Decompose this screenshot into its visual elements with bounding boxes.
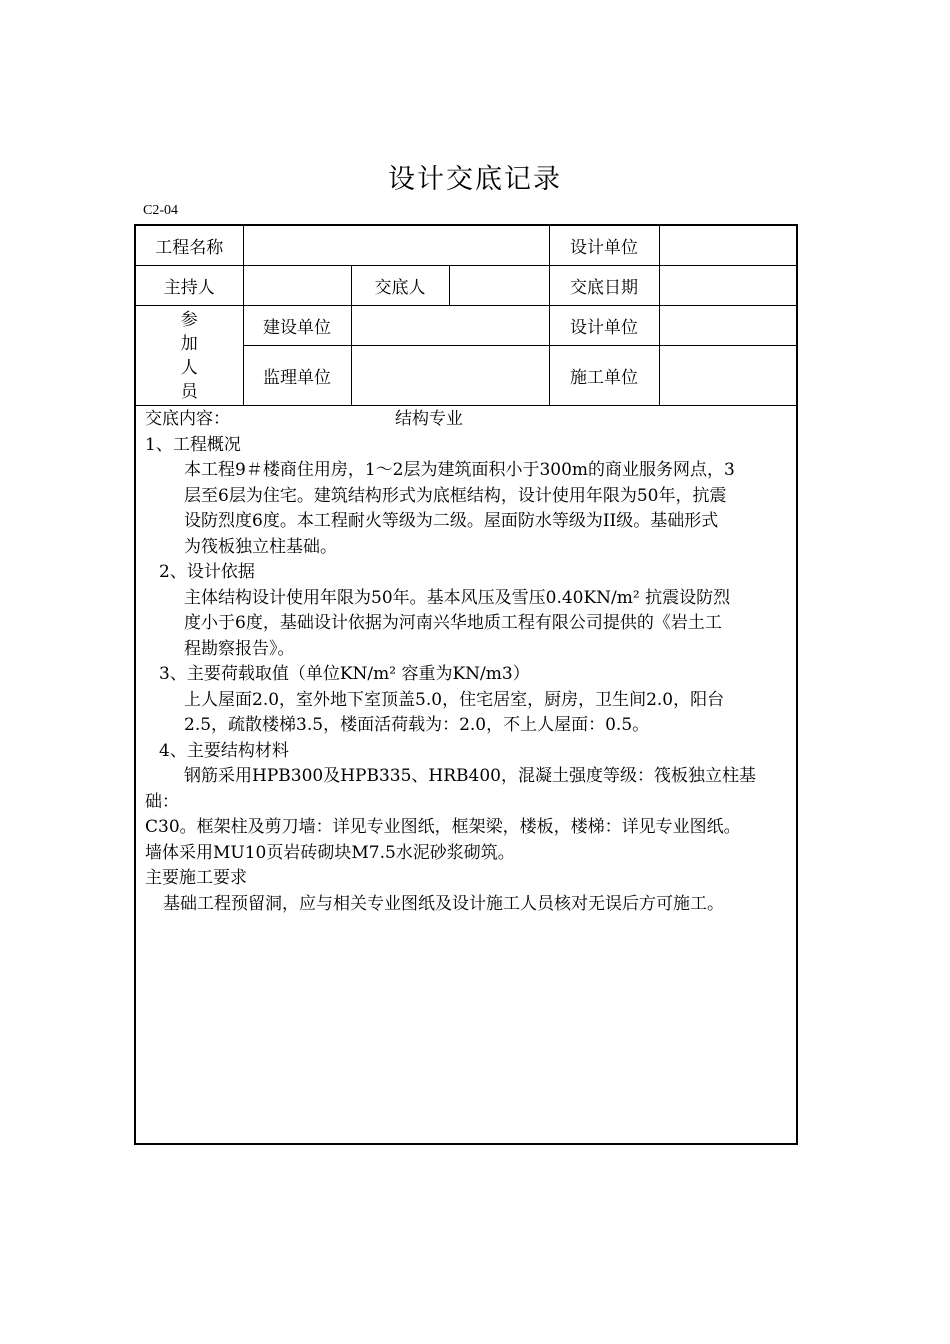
presenter-field[interactable]: [449, 266, 549, 306]
owner-unit-label: 建设单位: [243, 306, 351, 346]
design-unit-label: 设计单位: [549, 226, 659, 266]
host-label: 主持人: [136, 266, 243, 306]
owner-unit-field[interactable]: [351, 306, 549, 346]
section-1-line-3: 设防烈度6度。本工程耐火等级为二级。屋面防水等级为II级。基础形式: [184, 511, 719, 531]
host-field[interactable]: [243, 266, 351, 306]
date-field[interactable]: [659, 266, 796, 306]
content-label: 交底内容：: [145, 409, 230, 429]
section-1-line-1: 本工程9＃楼商住用房，1～2层为建筑面积小于300m的商业服务网点，3: [184, 460, 735, 480]
section-3-title: 3、主要荷载取值（单位KN/m² 容重为KN/m3）: [159, 664, 530, 684]
project-name-field[interactable]: [243, 226, 549, 266]
page-title: 设计交底记录: [388, 164, 562, 195]
construction-unit-field[interactable]: [659, 346, 796, 406]
construction-unit-label: 施工单位: [549, 346, 659, 406]
disclosure-content: [136, 407, 796, 917]
participants-char-2: 加: [180, 333, 198, 354]
participants-char-4: 员: [180, 381, 198, 402]
form-code: C2-04: [143, 203, 178, 218]
section-4-title: 4、主要结构材料: [159, 740, 289, 761]
section-1-line-4: 为筏板独立柱基础。: [184, 536, 337, 557]
project-name-label: 工程名称: [136, 226, 243, 266]
design-unit-field[interactable]: [659, 226, 796, 266]
section-2-line-1: 主体结构设计使用年限为50年。基本风压及雪压0.40KN/m² 抗震设防烈: [184, 587, 731, 608]
section-4-line-3: 墙体采用MU10页岩砖砌块M7.5水泥砂浆砌筑。: [145, 842, 515, 863]
supervision-unit-field[interactable]: [351, 346, 549, 406]
supervision-unit-label: 监理单位: [243, 346, 351, 406]
row-participants-1: [136, 306, 796, 346]
section-5-line-1: 基础工程预留洞，应与相关专业图纸及设计施工人员核对无误后方可施工。: [163, 893, 724, 914]
participants-char-3: 人: [180, 357, 198, 378]
section-1-line-2: 层至6层为住宅。建筑结构形式为底框结构，设计使用年限为50年，抗震: [184, 485, 727, 506]
content-header: [145, 407, 788, 433]
section-4-line-2: C30。框架柱及剪刀墙：详见专业图纸，框架梁，楼板，楼梯：详见专业图纸。: [145, 817, 741, 837]
row-project: [136, 226, 796, 266]
section-3-line-2: 2.5，疏散楼梯3.5，楼面活荷载为：2.0，不上人屋面：0.5。: [184, 715, 650, 735]
record-form: [134, 224, 798, 1145]
section-5-title: 主要施工要求: [145, 868, 247, 888]
section-1-title: 1、工程概况: [145, 434, 241, 455]
section-2-line-3: 程勘察报告》。: [184, 638, 295, 659]
row-host: [136, 266, 796, 306]
section-4-line-1: 钢筋采用HPB300及HPB335、HRB400，混凝土强度等级：筏板独立柱基础：: [145, 766, 756, 812]
section-2-line-2: 度小于6度，基础设计依据为河南兴华地质工程有限公司提供的《岩土工: [184, 613, 722, 633]
section-2-title: 2、设计依据: [159, 562, 255, 582]
section-3-line-1: 上人屋面2.0，室外地下室顶盖5.0，住宅居室，厨房，卫生间2.0，阳台: [184, 689, 725, 710]
date-label: 交底日期: [549, 266, 659, 306]
participant-design-unit-label: 设计单位: [549, 306, 659, 346]
participants-char-1: 参: [180, 309, 198, 330]
presenter-label: 交底人: [351, 266, 449, 306]
header-table: [136, 226, 796, 406]
specialty-label: 结构专业: [395, 409, 463, 429]
participants-label: [136, 306, 243, 406]
participant-design-unit-field[interactable]: [659, 306, 796, 346]
